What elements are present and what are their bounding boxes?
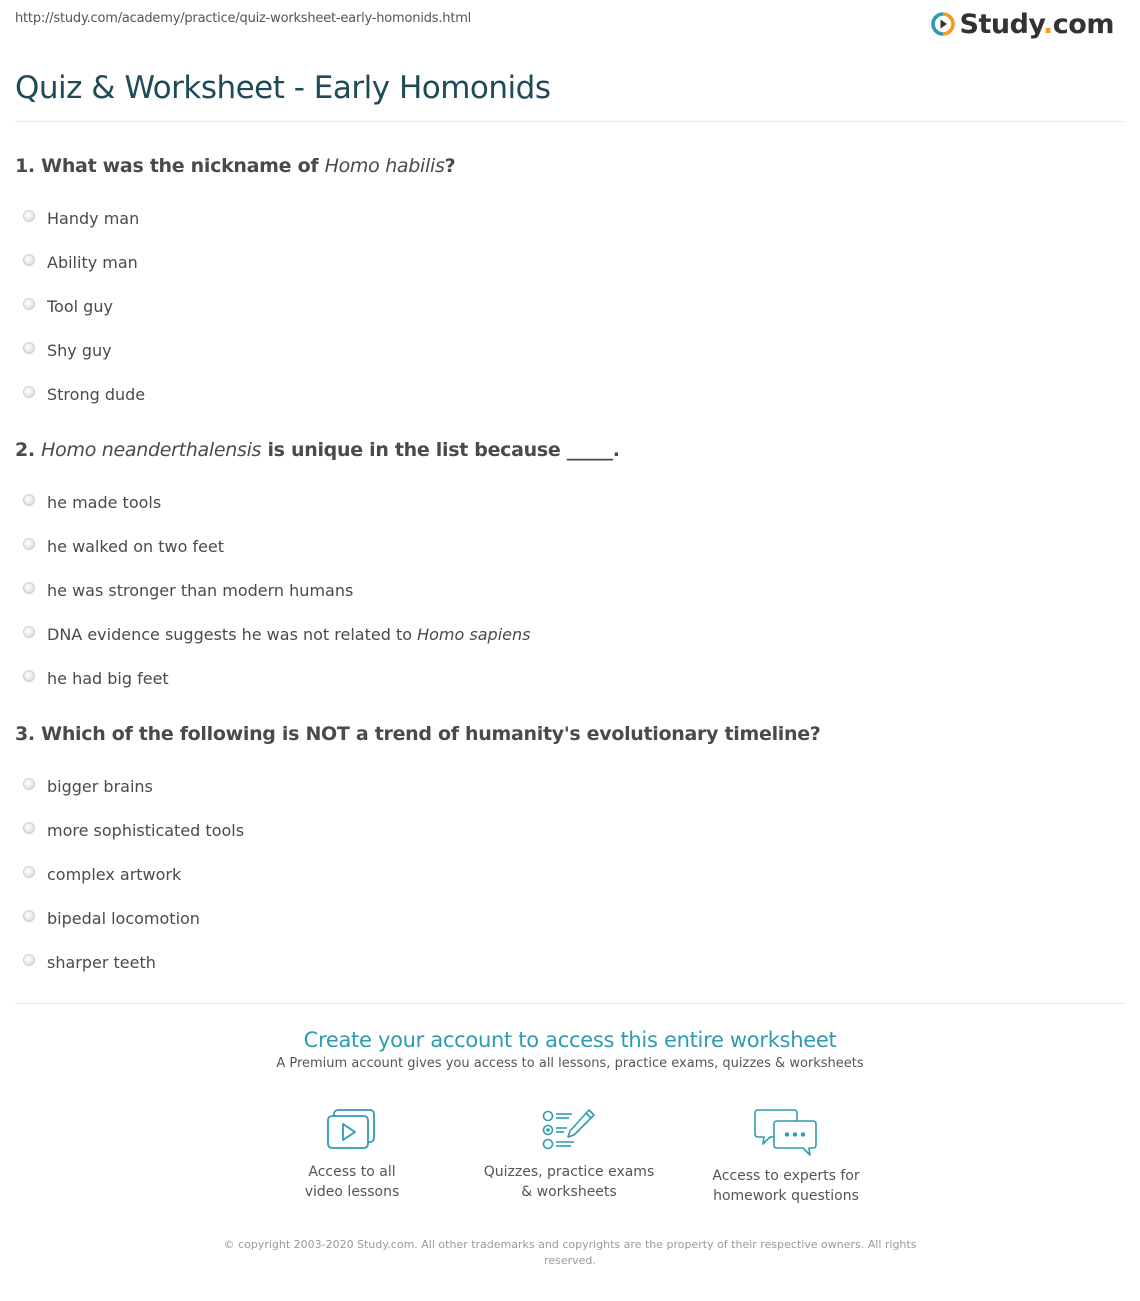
answer-options [15, 480, 1125, 700]
radio-button[interactable] [23, 582, 35, 594]
radio-button[interactable] [23, 210, 35, 222]
question-text: 1. What was the nickname of Homo habilis? [15, 155, 456, 177]
page-url: http://study.com/academy/practice/quiz-worksheet-early-homonids.html [15, 11, 472, 26]
cta-subtitle: A Premium account gives you access to all lessons, practice exams, quizzes & worksheets [276, 1056, 864, 1071]
question-1 [15, 152, 1125, 416]
radio-button[interactable] [23, 778, 35, 790]
answer-option[interactable]: sharper teeth [15, 940, 1125, 984]
answer-option[interactable]: he walked on two feet [15, 524, 1125, 568]
radio-button[interactable] [23, 866, 35, 878]
question-3 [15, 720, 1125, 984]
radio-button[interactable] [23, 254, 35, 266]
answer-option[interactable]: more sophisticated tools [15, 808, 1125, 852]
answer-option[interactable]: Shy guy [15, 328, 1125, 372]
answer-option[interactable]: Strong dude [15, 372, 1125, 416]
video-lessons-icon [326, 1108, 378, 1152]
feature-label: Access to experts for homework questions [712, 1168, 860, 1204]
radio-button[interactable] [23, 822, 35, 834]
answer-option[interactable]: he had big feet [15, 656, 1125, 700]
chat-bubbles-icon [754, 1108, 818, 1156]
answer-option[interactable]: Tool guy [15, 284, 1125, 328]
answer-option[interactable]: he made tools [15, 480, 1125, 524]
page-title: Quiz & Worksheet - Early Homonids [15, 70, 551, 106]
answer-option[interactable]: complex artwork [15, 852, 1125, 896]
signup-cta [0, 1026, 1140, 1071]
feature-quizzes [469, 1108, 669, 1202]
answer-option[interactable]: Ability man [15, 240, 1125, 284]
radio-button[interactable] [23, 954, 35, 966]
question-2 [15, 436, 1125, 700]
play-circle-icon [931, 12, 955, 36]
feature-video-lessons [252, 1108, 452, 1202]
answer-option[interactable]: bipedal locomotion [15, 896, 1125, 940]
radio-button[interactable] [23, 910, 35, 922]
radio-button[interactable] [23, 626, 35, 638]
section-divider [15, 1003, 1125, 1004]
feature-label: Quizzes, practice exams & worksheets [483, 1164, 655, 1200]
question-text: 3. Which of the following is NOT a trend of humanity's evolutionary timeline? [15, 723, 821, 745]
answer-options [15, 764, 1125, 984]
radio-button[interactable] [23, 494, 35, 506]
answer-option[interactable]: he was stronger than modern humans [15, 568, 1125, 612]
radio-button[interactable] [23, 386, 35, 398]
answer-option[interactable]: DNA evidence suggests he was not related to Homo sapiens [15, 612, 1125, 656]
radio-button[interactable] [23, 298, 35, 310]
copyright-notice: © copyright 2003-2020 Study.com. All other trademarks and copyrights are the property of their respective owners. All rights reserved. [223, 1238, 917, 1267]
cta-title-link[interactable]: Create your account to access this entire worksheet [303, 1028, 837, 1052]
question-text: 2. Homo neanderthalensis is unique in the list because _____. [15, 439, 620, 461]
answer-options [15, 196, 1125, 416]
logo-text: Study.com [959, 8, 1114, 40]
feature-label: Access to all video lessons [304, 1164, 400, 1200]
answer-option[interactable]: Handy man [15, 196, 1125, 240]
radio-button[interactable] [23, 538, 35, 550]
study-logo[interactable] [931, 8, 1115, 40]
radio-button[interactable] [23, 670, 35, 682]
quiz-checklist-icon [541, 1108, 597, 1152]
title-divider [15, 121, 1125, 122]
radio-button[interactable] [23, 342, 35, 354]
answer-option[interactable]: bigger brains [15, 764, 1125, 808]
feature-experts [686, 1108, 886, 1206]
